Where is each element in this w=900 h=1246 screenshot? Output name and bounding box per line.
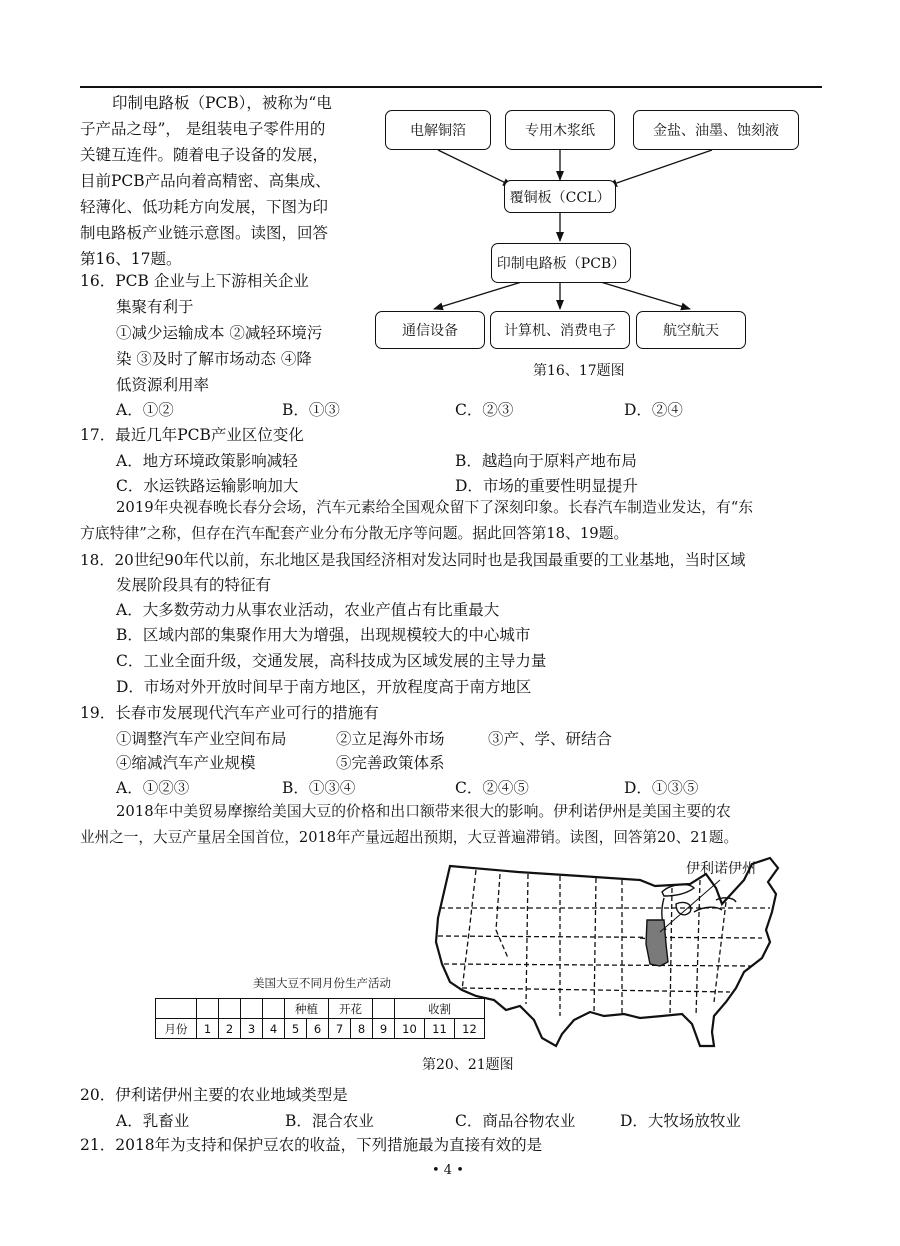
month-cell: 11 [425, 1019, 455, 1039]
node-pcb: 印制电路板（PCB） [491, 243, 631, 283]
q19-option-b[interactable]: B．①③④ [282, 779, 356, 797]
state-borders [438, 870, 770, 1016]
month-row [156, 1019, 485, 1039]
month-cell: 6 [307, 1019, 329, 1039]
intro-1-line: 子产品之母”， 是组装电子零件用的 [80, 120, 326, 138]
blank-cell [156, 999, 197, 1019]
q19-option-c[interactable]: C．②④⑤ [455, 779, 529, 797]
intro-1-line: 第16、17题。 [80, 250, 182, 268]
q18-stem: 18．20世纪90年代以前，东北地区是我国经济相对发达同时也是我国最重要的工业基地，当时区域 [80, 551, 746, 569]
node-ccl: 覆铜板（CCL） [504, 180, 616, 213]
illinois-state [646, 920, 668, 966]
q19-statement: ⑤完善政策体系 [336, 754, 445, 772]
q16-stem: 集聚有利于 [116, 298, 194, 316]
node-telecom-equipment: 通信设备 [375, 311, 485, 349]
month-cell: 1 [197, 1019, 219, 1039]
intro-2-line: 方底特律”之称，但存在汽车配套产业分布分散无序等问题。据此回答第18、19题。 [80, 525, 629, 542]
month-cell: 5 [285, 1019, 307, 1039]
q18-option-a[interactable]: A．大多数劳动力从事农业活动，农业产值占有比重最大 [116, 601, 500, 619]
month-cell: 7 [329, 1019, 351, 1039]
q17-option-c[interactable]: C．水运铁路运输影响加大 [116, 477, 299, 495]
node-aerospace: 航空航天 [636, 311, 746, 349]
q17-stem: 17．最近几年PCB产业区位变化 [80, 426, 304, 444]
month-cell: 12 [455, 1019, 485, 1039]
activity-row [156, 999, 485, 1019]
q18-option-c[interactable]: C．工业全面升级，交通发展，高科技成为区域发展的主导力量 [116, 652, 547, 670]
q20-option-c[interactable]: C．商品谷物农业 [455, 1112, 576, 1130]
map-label-illinois: 伊利诺伊州 [686, 861, 756, 877]
q16-statement: 染 ③及时了解市场动态 ④降 [116, 350, 312, 368]
intro-3-line: 2018年中美贸易摩擦给美国大豆的价格和出口额带来很大的影响。伊利诺伊州是美国主要的农 [116, 803, 731, 820]
node-chemicals: 金盐、油墨、蚀刻液 [633, 110, 799, 150]
q20-stem: 20．伊利诺伊州主要的农业地域类型是 [80, 1086, 348, 1104]
q21-stem: 21．2018年为支持和保护豆农的收益，下列措施最为直接有效的是 [80, 1136, 543, 1154]
usa-outline [436, 858, 778, 1046]
q16-option-a[interactable]: A．①② [116, 401, 174, 419]
activity-harvest: 收割 [395, 999, 485, 1019]
q20-option-d[interactable]: D．大牧场放牧业 [620, 1112, 741, 1130]
month-cell: 8 [351, 1019, 373, 1039]
intro-3-line: 业州之一，大豆产量居全国首位，2018年产量远超出预期，大豆普遍滞销。读图，回答第20、21题。 [80, 829, 739, 846]
q18-option-d[interactable]: D．市场对外开放时间早于南方地区，开放程度高于南方地区 [116, 678, 532, 696]
q19-statement: ④缩减汽车产业规模 [116, 754, 256, 772]
q19-statement: ③产、学、研结合 [488, 730, 613, 748]
intro-1-line: 轻薄化、低功耗方向发展，下图为印 [80, 198, 329, 216]
activity-planting: 种植 [285, 999, 329, 1019]
q19-stem: 19．长春市发展现代汽车产业可行的措施有 [80, 704, 379, 722]
month-cell: 4 [263, 1019, 285, 1039]
q19-statement: ①调整汽车产业空间布局 [116, 730, 287, 748]
q18-stem: 发展阶段具有的特征有 [116, 576, 272, 594]
intro-1-line: 印制电路板（PCB），被称为“电 [112, 94, 332, 112]
q19-statement: ②立足海外市场 [336, 730, 445, 748]
q16-stem: 16．PCB 企业与上下游相关企业 [80, 272, 309, 290]
q17-option-d[interactable]: D．市场的重要性明显提升 [455, 477, 638, 495]
soy-table-title: 美国大豆不同月份生产活动 [253, 976, 391, 990]
intro-2-line: 2019年央视春晚长春分会场，汽车元素给全国观众留下了深刻印象。长春汽车制造业发达，有“东 [116, 499, 754, 516]
node-copper-foil: 电解铜箔 [385, 110, 491, 150]
q20-option-b[interactable]: B．混合农业 [285, 1112, 374, 1130]
month-cell: 10 [395, 1019, 425, 1039]
q18-option-b[interactable]: B．区域内部的集聚作用大为增强，出现规模较大的中心城市 [116, 626, 531, 644]
node-computer-electronics: 计算机、消费电子 [490, 311, 630, 349]
map-caption: 第20、21题图 [422, 1057, 514, 1073]
q20-option-a[interactable]: A．乳畜业 [116, 1112, 190, 1130]
intro-1-line: 制电路板产业链示意图。读图，回答 [80, 224, 329, 242]
q17-option-a[interactable]: A．地方环境政策影响减轻 [116, 452, 298, 470]
month-cell: 9 [373, 1019, 395, 1039]
q16-statement: ①减少运输成本 ②减轻环境污 [116, 324, 323, 342]
month-cell: 2 [219, 1019, 241, 1039]
page-number: • 4 • [432, 1163, 464, 1178]
q17-option-b[interactable]: B．越趋向于原料产地布局 [455, 452, 637, 470]
q19-option-d[interactable]: D．①③⑤ [624, 779, 699, 797]
node-wood-pulp-paper: 专用木浆纸 [505, 110, 615, 150]
soybean-activity-table [155, 998, 485, 1039]
month-cell: 3 [241, 1019, 263, 1039]
intro-1-line: 目前PCB产品向着高精密、高集成、 [80, 172, 331, 190]
month-row-label: 月份 [156, 1019, 197, 1039]
diagram-1-caption: 第16、17题图 [533, 363, 625, 379]
q19-option-a[interactable]: A．①②③ [116, 779, 190, 797]
intro-1-line: 关键互连件。随着电子设备的发展， [80, 146, 329, 164]
q16-option-c[interactable]: C．②③ [455, 401, 514, 419]
q16-option-b[interactable]: B．①③ [282, 401, 340, 419]
activity-flowering: 开花 [329, 999, 373, 1019]
q16-statement: 低资源利用率 [116, 376, 210, 394]
q16-option-d[interactable]: D．②④ [624, 401, 683, 419]
